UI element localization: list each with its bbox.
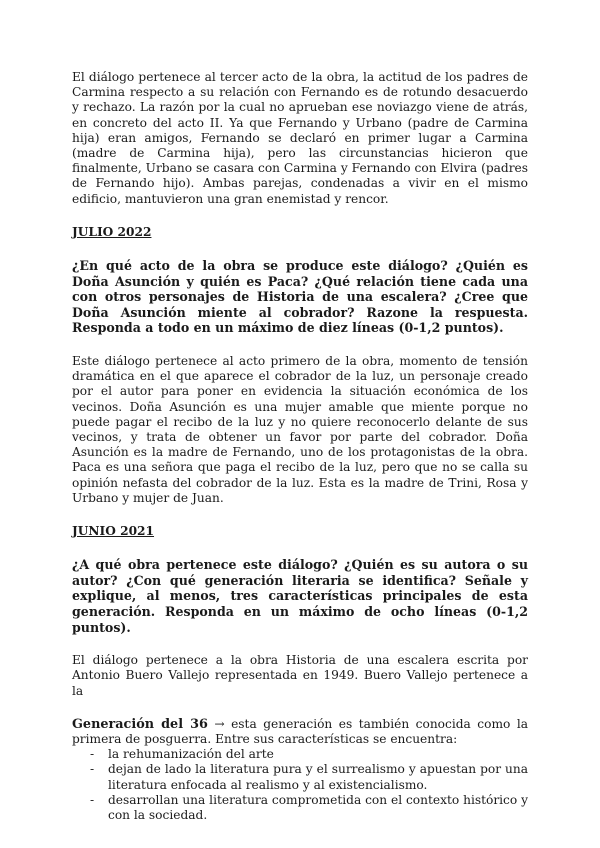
list-dash: - <box>90 762 95 777</box>
generation-paragraph <box>72 717 528 747</box>
generation-features-list <box>72 747 528 823</box>
answer-paragraph-june-2021: El diálogo pertenece a la obra Historia de una escalera escrita por Antonio Buero Vallejo representada en 1949. Buero Vallejo pertenece a la <box>72 653 528 698</box>
list-item: - la rehumanización del arte <box>90 747 274 762</box>
list-item: - dejan de lado la literatura pura y el surrealismo y apuestan por una literatura enfocada al realismo y al existencialismo. <box>90 762 528 792</box>
exam-question-june-2021: ¿A qué obra pertenece este diálogo? ¿Quién es su autora o su autor? ¿Con qué generación literaria se identifica? Señale y explique, al menos, tres características principales de esta generación. Responda en un máximo de ocho líneas (0-1,2 puntos). <box>72 557 528 635</box>
answer-paragraph-july-2022: Este diálogo pertenece al acto primero de la obra, momento de tensión dramática en el que aparece el cobrador de la luz, un personaje creado por el autor para poner en evidencia la situación económica de los vecinos. Doña Asunción es una mujer amable que miente porque no puede pagar el recibo de la luz y no quiere reconocerlo delante de sus vecinos, y trata de obtener un favor por parte del cobrador. Doña Asunción es la madre de Fernando, uno de los protagonistas de la obra. Paca es una señora que paga el recibo de la luz, pero que no se calla su opinión nefasta del cobrador de la luz. Esta es la madre de Trini, Rosa y Urbano y mujer de Juan. <box>72 354 528 505</box>
section-heading-june-2021: JUNIO 2021 <box>72 524 155 539</box>
section-heading-july-2022: JULIO 2022 <box>72 224 152 239</box>
list-item: - desarrollan una literatura comprometida con el contexto histórico y con la sociedad. <box>90 792 528 823</box>
list-dash: - <box>90 747 95 762</box>
intro-paragraph: El diálogo pertenece al tercer acto de la obra, la actitud de los padres de Carmina respecto a su relación con Fernando es de rotundo desacuerdo y rechazo. La razón por la cual no aprueban ese noviazgo viene de atrás, en concreto del acto II. Ya que Fernando y Urbano (padre de Carmina hija) eran amigos, Fernando se declaró en primer lugar a Carmina (madre de Carmina hija), pero las circunstancias hicieron que finalmente, Urbano se casara con Carmina y Fernando con Elvira (padres de Fernando hijo). Ambas parejas, condenadas a vivir en el mismo edificio, mantuvieron una gran enemistad y rencor. <box>72 70 528 206</box>
list-dash: - <box>90 792 95 807</box>
exam-question-july-2022: ¿En qué acto de la obra se produce este diálogo? ¿Quién es Doña Asunción y quién es Paca? ¿Qué relación tiene cada una con otros personajes de Historia de una escalera? ¿Cree que Doña Asunción miente al cobrador? Razone la respuesta. Responda a todo en un máximo de diez líneas (0-1,2 puntos). <box>72 258 528 336</box>
generation-label: Generación del 36 <box>72 716 208 732</box>
generation-description: → esta generación es también conocida como la primera de posguerra. Entre sus características se encuentra: <box>72 716 528 747</box>
